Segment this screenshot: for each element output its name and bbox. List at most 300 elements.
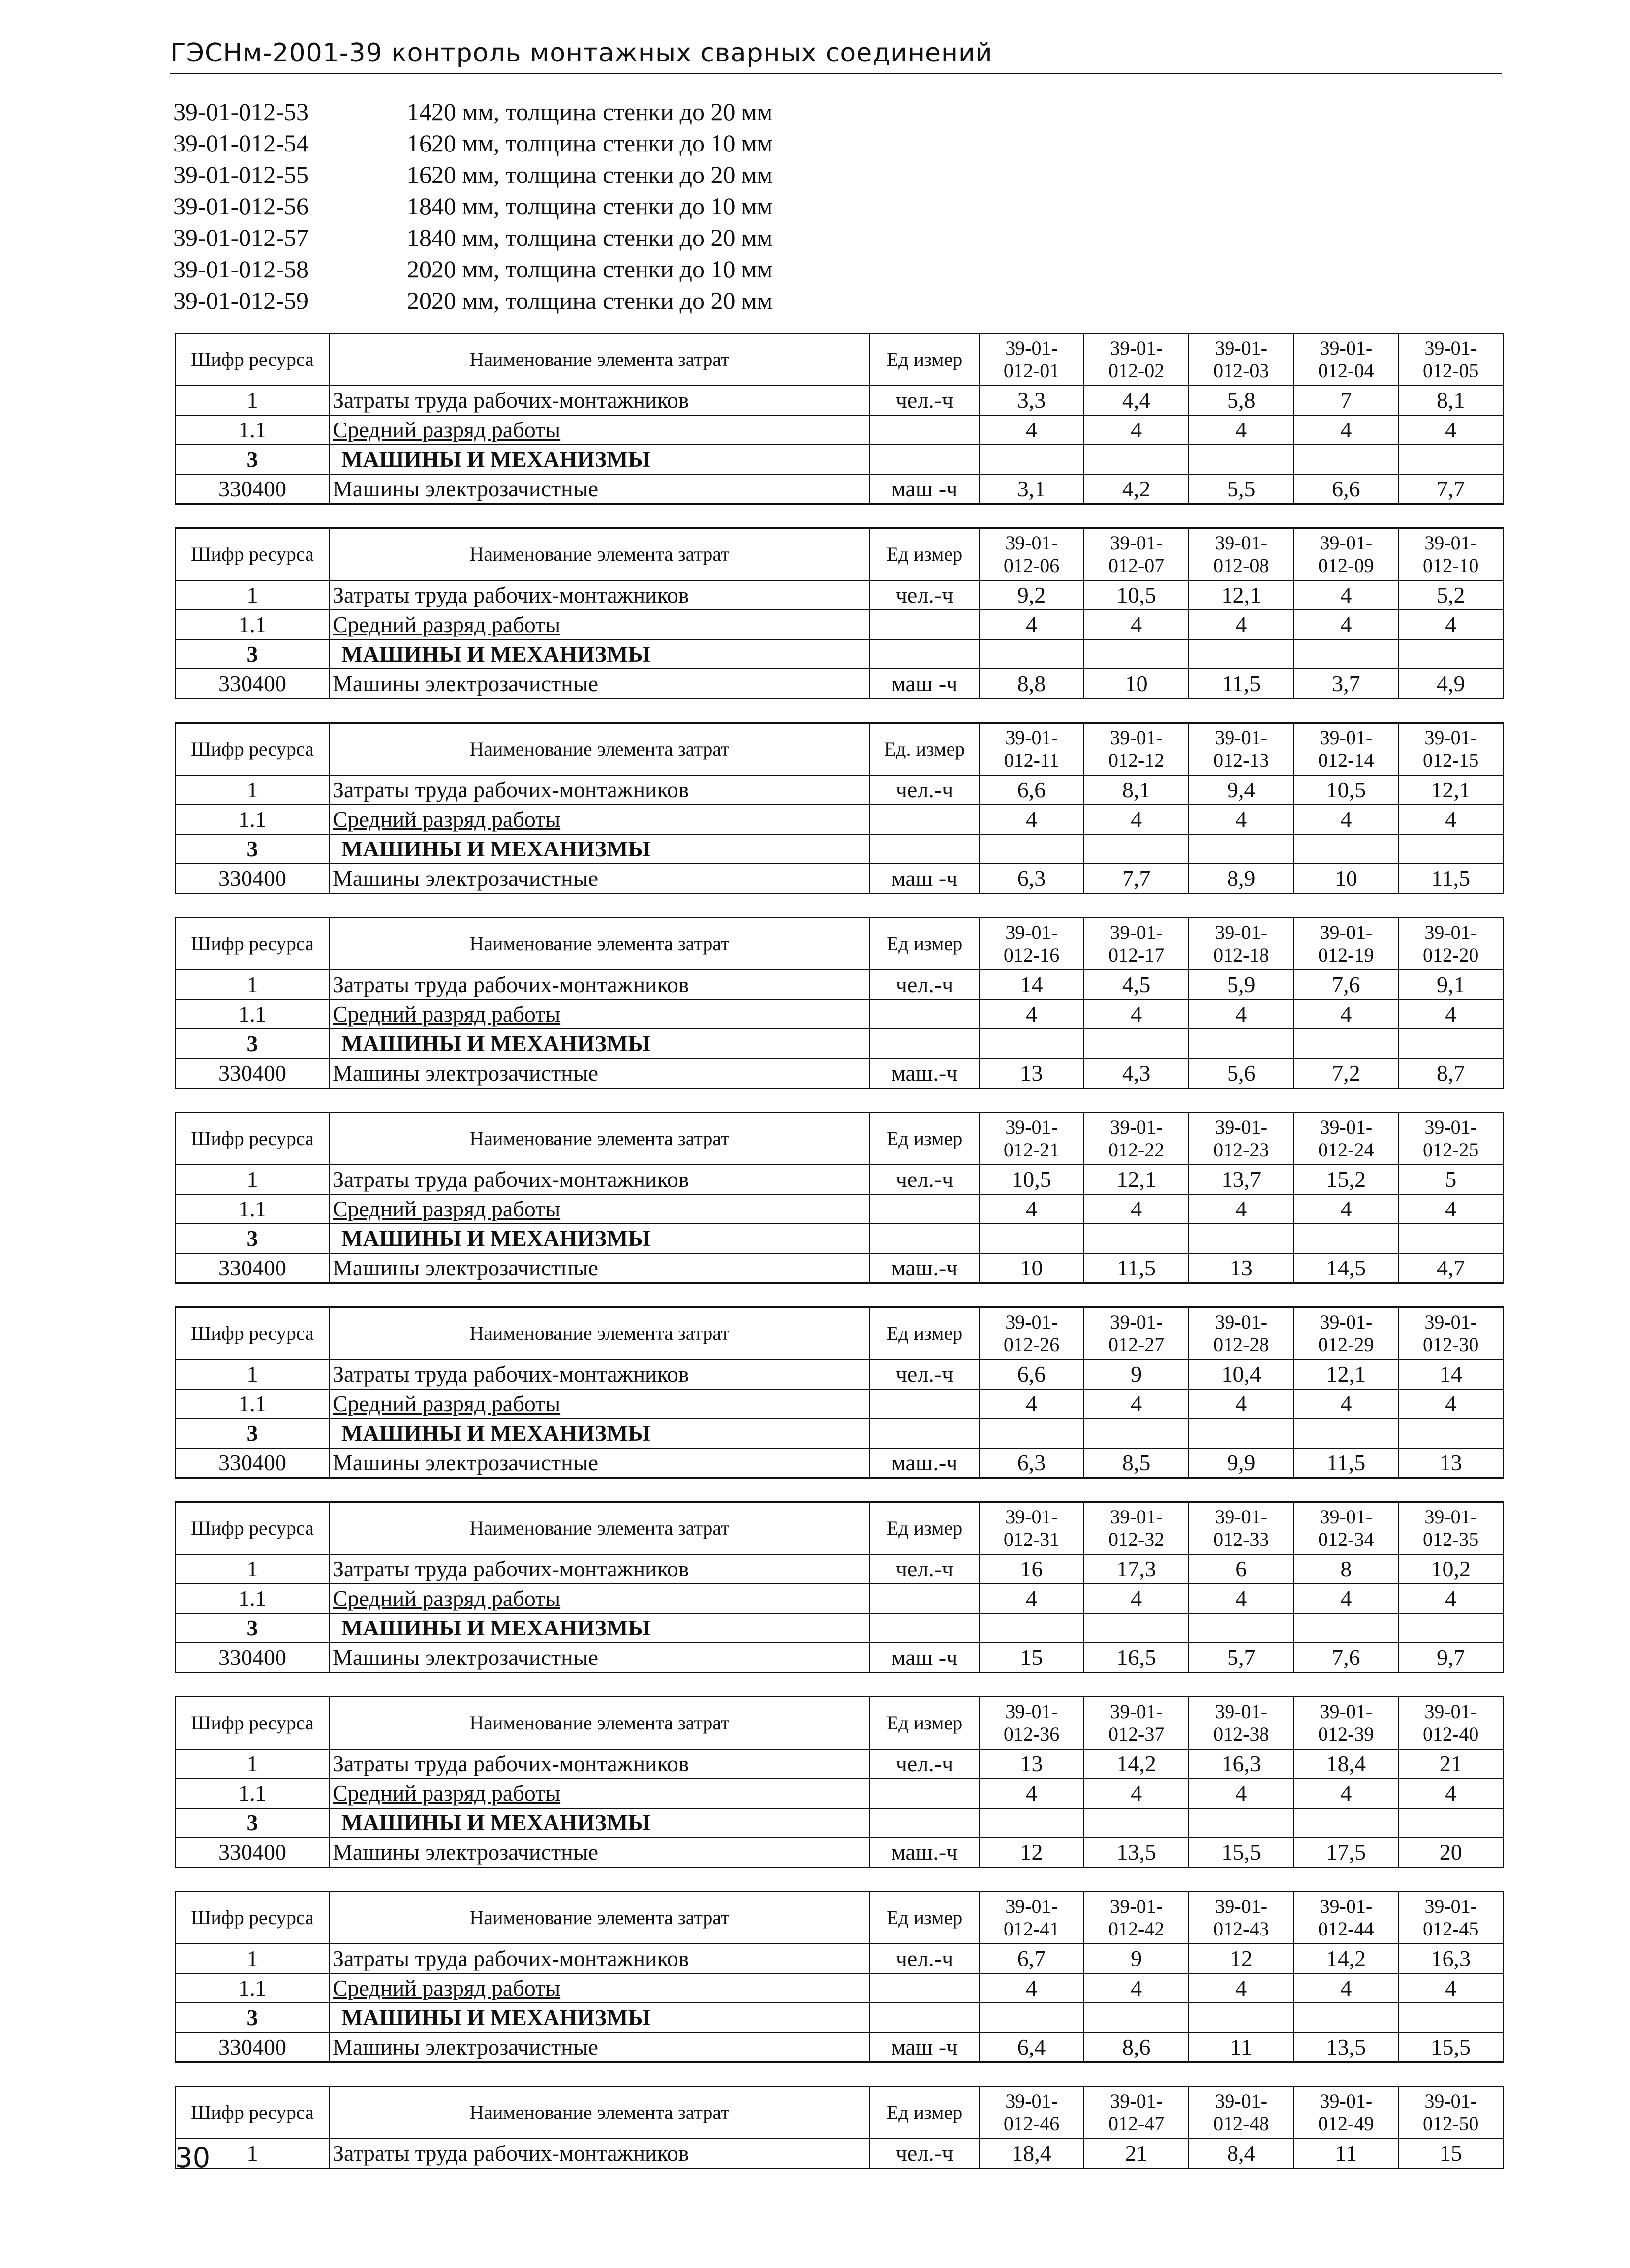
code-list-code: 39-01-012-58 bbox=[173, 255, 308, 283]
table-row bbox=[176, 1029, 1504, 1058]
resource-unit-cell: маш -ч bbox=[870, 864, 979, 894]
header-norm-code-cell: 39-01- 012-50 bbox=[1398, 2087, 1503, 2139]
resource-table bbox=[175, 917, 1504, 1089]
resource-name-cell: Машины электрозачистные bbox=[329, 669, 870, 699]
header-code-cell: Шифр ресурса bbox=[176, 723, 330, 776]
header-name-cell: Наименование элемента затрат bbox=[329, 528, 870, 581]
resource-unit-cell bbox=[870, 1973, 979, 2003]
header-norm-code-cell: 39-01- 012-44 bbox=[1293, 1892, 1398, 1944]
resource-name-cell: Средний разряд работы bbox=[329, 1194, 870, 1224]
value-cell: 4 bbox=[1293, 805, 1398, 834]
section-heading-cell: МАШИНЫ И МЕХАНИЗМЫ bbox=[329, 1029, 870, 1058]
header-code-cell: Шифр ресурса bbox=[176, 333, 330, 386]
value-cell: 8,7 bbox=[1398, 1058, 1503, 1089]
value-cell bbox=[1189, 1419, 1293, 1448]
value-cell bbox=[1398, 1419, 1503, 1448]
header-norm-code-cell: 39-01- 012-22 bbox=[1084, 1113, 1189, 1165]
value-cell: 7,2 bbox=[1293, 1058, 1398, 1089]
resource-code-cell: 1.1 bbox=[176, 805, 330, 834]
value-cell: 10 bbox=[979, 1253, 1084, 1283]
value-cell: 9,4 bbox=[1189, 775, 1293, 805]
resource-name-cell: Средний разряд работы bbox=[329, 1973, 870, 2003]
resource-unit-cell: чел.-ч bbox=[870, 580, 979, 610]
value-cell bbox=[1189, 1224, 1293, 1253]
resource-code-cell: 3 bbox=[176, 639, 330, 669]
value-cell: 10 bbox=[1084, 669, 1189, 699]
resource-unit-cell: маш.-ч bbox=[870, 1253, 979, 1283]
value-cell: 4 bbox=[979, 1194, 1084, 1224]
header-norm-code-cell: 39-01- 012-10 bbox=[1398, 528, 1503, 581]
value-cell bbox=[1189, 834, 1293, 864]
code-list-description: 1420 мм, толщина стенки до 20 мм bbox=[407, 98, 773, 125]
value-cell: 4 bbox=[1293, 580, 1398, 610]
header-norm-code-cell: 39-01- 012-13 bbox=[1189, 723, 1293, 776]
value-cell bbox=[1398, 2003, 1503, 2032]
table-row bbox=[176, 639, 1504, 669]
header-norm-code-cell: 39-01- 012-11 bbox=[979, 723, 1084, 776]
resource-unit-cell bbox=[870, 1419, 979, 1448]
resource-code-cell: 330400 bbox=[176, 1253, 330, 1283]
value-cell: 12 bbox=[1189, 1944, 1293, 1973]
header-name-cell: Наименование элемента затрат bbox=[329, 1307, 870, 1360]
header-title: ГЭСНм-2001-39 контроль монтажных сварных соединений bbox=[170, 38, 993, 68]
value-cell: 9 bbox=[1084, 1360, 1189, 1389]
resource-unit-cell: маш -ч bbox=[870, 669, 979, 699]
value-cell: 6,7 bbox=[979, 1944, 1084, 1973]
section-heading-cell: МАШИНЫ И МЕХАНИЗМЫ bbox=[329, 1613, 870, 1643]
resource-unit-cell: маш.-ч bbox=[870, 1058, 979, 1089]
resource-unit-cell: чел.-ч bbox=[870, 1944, 979, 1973]
value-cell: 12,1 bbox=[1189, 580, 1293, 610]
header-norm-code-cell: 39-01- 012-28 bbox=[1189, 1307, 1293, 1360]
resource-unit-cell: чел.-ч bbox=[870, 775, 979, 805]
code-list-description: 1840 мм, толщина стенки до 20 мм bbox=[407, 224, 773, 251]
code-list-code: 39-01-012-56 bbox=[173, 192, 308, 220]
value-cell: 4 bbox=[1398, 610, 1503, 639]
resource-code-cell: 330400 bbox=[176, 864, 330, 894]
value-cell: 7,7 bbox=[1398, 474, 1503, 504]
value-cell: 18,4 bbox=[1293, 1749, 1398, 1779]
value-cell bbox=[1084, 1029, 1189, 1058]
table-row bbox=[176, 970, 1504, 999]
value-cell: 6,4 bbox=[979, 2032, 1084, 2062]
table-header-row bbox=[176, 723, 1504, 776]
value-cell: 11,5 bbox=[1189, 669, 1293, 699]
table-row bbox=[176, 2139, 1504, 2169]
value-cell bbox=[1084, 1808, 1189, 1838]
value-cell: 10,2 bbox=[1398, 1554, 1503, 1584]
resource-code-cell: 3 bbox=[176, 834, 330, 864]
header-code-cell: Шифр ресурса bbox=[176, 2087, 330, 2139]
value-cell bbox=[979, 1419, 1084, 1448]
table-row bbox=[176, 805, 1504, 834]
resource-name-cell: Затраты труда рабочих-монтажников bbox=[329, 1165, 870, 1194]
value-cell: 3,1 bbox=[979, 474, 1084, 504]
value-cell: 21 bbox=[1084, 2139, 1189, 2169]
resource-code-cell: 1.1 bbox=[176, 1584, 330, 1613]
resource-code-cell: 330400 bbox=[176, 2032, 330, 2062]
value-cell: 11 bbox=[1293, 2139, 1398, 2169]
header-norm-code-cell: 39-01- 012-15 bbox=[1398, 723, 1503, 776]
table-row bbox=[176, 2032, 1504, 2062]
header-norm-code-cell: 39-01- 012-35 bbox=[1398, 1502, 1503, 1555]
header-norm-code-cell: 39-01- 012-30 bbox=[1398, 1307, 1503, 1360]
value-cell: 13 bbox=[979, 1749, 1084, 1779]
resource-code-cell: 330400 bbox=[176, 474, 330, 504]
resource-unit-cell bbox=[870, 834, 979, 864]
resource-name-cell: Затраты труда рабочих-монтажников bbox=[329, 2139, 870, 2169]
value-cell bbox=[1189, 1808, 1293, 1838]
value-cell: 4,2 bbox=[1084, 474, 1189, 504]
value-cell bbox=[1398, 1029, 1503, 1058]
header-norm-code-cell: 39-01- 012-31 bbox=[979, 1502, 1084, 1555]
value-cell bbox=[1084, 1419, 1189, 1448]
value-cell bbox=[1189, 1029, 1293, 1058]
value-cell: 4 bbox=[1293, 415, 1398, 445]
value-cell bbox=[1084, 1224, 1189, 1253]
table-row bbox=[176, 474, 1504, 504]
header-unit-cell: Ед измер bbox=[870, 1892, 979, 1944]
resource-name-cell: Средний разряд работы bbox=[329, 805, 870, 834]
table-header-row bbox=[176, 1307, 1504, 1360]
table-row bbox=[176, 1643, 1504, 1673]
table-header-row bbox=[176, 333, 1504, 386]
resource-unit-cell bbox=[870, 1779, 979, 1808]
value-cell: 16,5 bbox=[1084, 1643, 1189, 1673]
value-cell: 4 bbox=[1398, 1194, 1503, 1224]
value-cell: 4 bbox=[1189, 415, 1293, 445]
code-list-item bbox=[173, 253, 772, 285]
resource-name-cell: Машины электрозачистные bbox=[329, 864, 870, 894]
value-cell: 20 bbox=[1398, 1838, 1503, 1868]
value-cell: 3,7 bbox=[1293, 669, 1398, 699]
value-cell: 15 bbox=[1398, 2139, 1503, 2169]
resource-unit-cell: маш.-ч bbox=[870, 1838, 979, 1868]
value-cell: 15,5 bbox=[1189, 1838, 1293, 1868]
value-cell bbox=[1398, 1808, 1503, 1838]
value-cell: 4 bbox=[1189, 999, 1293, 1029]
resource-table bbox=[175, 1891, 1504, 2063]
header-norm-code-cell: 39-01- 012-32 bbox=[1084, 1502, 1189, 1555]
value-cell bbox=[1293, 2003, 1398, 2032]
value-cell bbox=[1398, 445, 1503, 474]
header-code-cell: Шифр ресурса bbox=[176, 918, 330, 970]
value-cell: 11 bbox=[1189, 2032, 1293, 2062]
value-cell bbox=[979, 1808, 1084, 1838]
header-norm-code-cell: 39-01- 012-41 bbox=[979, 1892, 1084, 1944]
value-cell: 4 bbox=[979, 805, 1084, 834]
header-norm-code-cell: 39-01- 012-36 bbox=[979, 1697, 1084, 1750]
resource-code-cell: 1 bbox=[176, 1749, 330, 1779]
value-cell: 16,3 bbox=[1398, 1944, 1503, 1973]
code-list-code: 39-01-012-57 bbox=[173, 224, 308, 251]
resource-unit-cell bbox=[870, 1808, 979, 1838]
table-row bbox=[176, 1389, 1504, 1419]
value-cell: 4 bbox=[1084, 1194, 1189, 1224]
value-cell bbox=[1293, 1419, 1398, 1448]
value-cell: 4 bbox=[1398, 1779, 1503, 1808]
header-norm-code-cell: 39-01- 012-14 bbox=[1293, 723, 1398, 776]
header-norm-code-cell: 39-01- 012-20 bbox=[1398, 918, 1503, 970]
table-row bbox=[176, 1194, 1504, 1224]
table-row bbox=[176, 1973, 1504, 2003]
resource-table bbox=[175, 527, 1504, 699]
value-cell bbox=[1189, 445, 1293, 474]
section-heading-cell: МАШИНЫ И МЕХАНИЗМЫ bbox=[329, 834, 870, 864]
value-cell: 4 bbox=[1398, 415, 1503, 445]
value-cell: 4 bbox=[979, 1389, 1084, 1419]
header-norm-code-cell: 39-01- 012-12 bbox=[1084, 723, 1189, 776]
table-row bbox=[176, 610, 1504, 639]
value-cell: 6,3 bbox=[979, 864, 1084, 894]
resource-code-cell: 1.1 bbox=[176, 415, 330, 445]
value-cell: 4 bbox=[1398, 805, 1503, 834]
resource-table bbox=[175, 1306, 1504, 1479]
table-header-row bbox=[176, 1502, 1504, 1555]
header-norm-code-cell: 39-01- 012-38 bbox=[1189, 1697, 1293, 1750]
resource-code-cell: 330400 bbox=[176, 1643, 330, 1673]
value-cell bbox=[1293, 1808, 1398, 1838]
resource-code-cell: 3 bbox=[176, 1419, 330, 1448]
value-cell: 10 bbox=[1293, 864, 1398, 894]
resource-name-cell: Затраты труда рабочих-монтажников bbox=[329, 1360, 870, 1389]
header-norm-code-cell: 39-01- 012-05 bbox=[1398, 333, 1503, 386]
resource-name-cell: Средний разряд работы bbox=[329, 999, 870, 1029]
value-cell: 4 bbox=[1189, 1389, 1293, 1419]
table-header-row bbox=[176, 1697, 1504, 1750]
resource-unit-cell bbox=[870, 445, 979, 474]
header-norm-code-cell: 39-01- 012-27 bbox=[1084, 1307, 1189, 1360]
value-cell: 4 bbox=[1084, 610, 1189, 639]
value-cell bbox=[979, 834, 1084, 864]
header-norm-code-cell: 39-01- 012-18 bbox=[1189, 918, 1293, 970]
value-cell bbox=[1293, 639, 1398, 669]
resource-code-cell: 1 bbox=[176, 386, 330, 415]
resource-name-cell: Средний разряд работы bbox=[329, 1779, 870, 1808]
value-cell: 12 bbox=[979, 1838, 1084, 1868]
table-row bbox=[176, 386, 1504, 415]
value-cell: 4 bbox=[979, 1779, 1084, 1808]
table-row bbox=[176, 415, 1504, 445]
header-norm-code-cell: 39-01- 012-06 bbox=[979, 528, 1084, 581]
code-list-description: 1620 мм, толщина стенки до 20 мм bbox=[407, 161, 773, 188]
header-norm-code-cell: 39-01- 012-34 bbox=[1293, 1502, 1398, 1555]
value-cell: 9,7 bbox=[1398, 1643, 1503, 1673]
value-cell: 12,1 bbox=[1084, 1165, 1189, 1194]
resource-code-cell: 1.1 bbox=[176, 1973, 330, 2003]
resource-unit-cell bbox=[870, 1194, 979, 1224]
value-cell: 4 bbox=[1293, 1973, 1398, 2003]
header-norm-code-cell: 39-01- 012-24 bbox=[1293, 1113, 1398, 1165]
value-cell: 4 bbox=[1189, 1779, 1293, 1808]
resource-unit-cell bbox=[870, 415, 979, 445]
header-code-cell: Шифр ресурса bbox=[176, 1307, 330, 1360]
value-cell: 4 bbox=[1189, 1973, 1293, 2003]
table-row bbox=[176, 669, 1504, 699]
code-list-description: 1840 мм, толщина стенки до 10 мм bbox=[407, 192, 773, 220]
value-cell: 5,9 bbox=[1189, 970, 1293, 999]
code-list-item bbox=[173, 127, 772, 159]
header-norm-code-cell: 39-01- 012-49 bbox=[1293, 2087, 1398, 2139]
value-cell: 8,8 bbox=[979, 669, 1084, 699]
value-cell: 4 bbox=[1398, 1584, 1503, 1613]
resource-code-cell: 1 bbox=[176, 1944, 330, 1973]
value-cell: 15,5 bbox=[1398, 2032, 1503, 2062]
code-list-description: 2020 мм, толщина стенки до 10 мм bbox=[407, 255, 773, 283]
table-header-row bbox=[176, 918, 1504, 970]
value-cell: 5,2 bbox=[1398, 580, 1503, 610]
value-cell bbox=[979, 639, 1084, 669]
resource-name-cell: Машины электрозачистные bbox=[329, 1253, 870, 1283]
value-cell: 7 bbox=[1293, 386, 1398, 415]
value-cell: 9,1 bbox=[1398, 970, 1503, 999]
table-row bbox=[176, 2003, 1504, 2032]
value-cell: 9,2 bbox=[979, 580, 1084, 610]
header-norm-code-cell: 39-01- 012-03 bbox=[1189, 333, 1293, 386]
header-norm-code-cell: 39-01- 012-08 bbox=[1189, 528, 1293, 581]
header-name-cell: Наименование элемента затрат bbox=[329, 1502, 870, 1555]
value-cell bbox=[979, 1224, 1084, 1253]
table-header-row bbox=[176, 1892, 1504, 1944]
value-cell: 8 bbox=[1293, 1554, 1398, 1584]
value-cell: 13,5 bbox=[1293, 2032, 1398, 2062]
header-norm-code-cell: 39-01- 012-43 bbox=[1189, 1892, 1293, 1944]
header-norm-code-cell: 39-01- 012-37 bbox=[1084, 1697, 1189, 1750]
value-cell bbox=[1293, 834, 1398, 864]
value-cell: 14 bbox=[1398, 1360, 1503, 1389]
value-cell: 4 bbox=[1293, 1584, 1398, 1613]
section-heading-cell: МАШИНЫ И МЕХАНИЗМЫ bbox=[329, 1224, 870, 1253]
header-norm-code-cell: 39-01- 012-04 bbox=[1293, 333, 1398, 386]
resource-name-cell: Машины электрозачистные bbox=[329, 1643, 870, 1673]
resource-unit-cell: чел.-ч bbox=[870, 1360, 979, 1389]
resource-name-cell: Машины электрозачистные bbox=[329, 2032, 870, 2062]
value-cell: 4 bbox=[1293, 1194, 1398, 1224]
value-cell bbox=[1293, 445, 1398, 474]
resource-code-cell: 1.1 bbox=[176, 1389, 330, 1419]
resource-unit-cell: маш -ч bbox=[870, 474, 979, 504]
value-cell: 16 bbox=[979, 1554, 1084, 1584]
section-heading-cell: МАШИНЫ И МЕХАНИЗМЫ bbox=[329, 1808, 870, 1838]
code-list-item bbox=[173, 96, 772, 127]
header-code-cell: Шифр ресурса bbox=[176, 1697, 330, 1750]
value-cell: 15 bbox=[979, 1643, 1084, 1673]
value-cell: 18,4 bbox=[979, 2139, 1084, 2169]
resource-code-cell: 1 bbox=[176, 970, 330, 999]
value-cell bbox=[1398, 639, 1503, 669]
value-cell: 14 bbox=[979, 970, 1084, 999]
table-row bbox=[176, 1253, 1504, 1283]
resource-name-cell: Машины электрозачистные bbox=[329, 1448, 870, 1478]
value-cell: 13,5 bbox=[1084, 1838, 1189, 1868]
table-row bbox=[176, 864, 1504, 894]
header-norm-code-cell: 39-01- 012-26 bbox=[979, 1307, 1084, 1360]
resource-name-cell: Средний разряд работы bbox=[329, 415, 870, 445]
value-cell: 10,5 bbox=[979, 1165, 1084, 1194]
value-cell: 16,3 bbox=[1189, 1749, 1293, 1779]
value-cell: 10,5 bbox=[1084, 580, 1189, 610]
value-cell bbox=[1084, 639, 1189, 669]
section-heading-cell: МАШИНЫ И МЕХАНИЗМЫ bbox=[329, 639, 870, 669]
code-list-item bbox=[173, 159, 772, 190]
code-list-description: 2020 мм, толщина стенки до 20 мм bbox=[407, 287, 773, 314]
code-list-code: 39-01-012-55 bbox=[173, 161, 308, 188]
value-cell: 4 bbox=[1293, 1779, 1398, 1808]
value-cell: 13 bbox=[1398, 1448, 1503, 1478]
header-norm-code-cell: 39-01- 012-46 bbox=[979, 2087, 1084, 2139]
value-cell: 4 bbox=[1084, 1389, 1189, 1419]
table-row bbox=[176, 1165, 1504, 1194]
resource-name-cell: Затраты труда рабочих-монтажников bbox=[329, 386, 870, 415]
header-unit-cell: Ед измер bbox=[870, 333, 979, 386]
resource-unit-cell: чел.-ч bbox=[870, 386, 979, 415]
resource-code-cell: 1.1 bbox=[176, 1194, 330, 1224]
table-row bbox=[176, 1360, 1504, 1389]
code-list-code: 39-01-012-53 bbox=[173, 98, 308, 125]
resource-table bbox=[175, 2086, 1504, 2169]
resource-code-cell: 1 bbox=[176, 2139, 330, 2169]
resource-unit-cell bbox=[870, 610, 979, 639]
value-cell: 4 bbox=[1293, 999, 1398, 1029]
table-row bbox=[176, 1944, 1504, 1973]
header-norm-code-cell: 39-01- 012-47 bbox=[1084, 2087, 1189, 2139]
resource-unit-cell: чел.-ч bbox=[870, 1165, 979, 1194]
resource-unit-cell bbox=[870, 1389, 979, 1419]
header-norm-code-cell: 39-01- 012-23 bbox=[1189, 1113, 1293, 1165]
value-cell: 6,6 bbox=[1293, 474, 1398, 504]
resource-unit-cell bbox=[870, 805, 979, 834]
value-cell: 4,7 bbox=[1398, 1253, 1503, 1283]
resource-tables bbox=[175, 333, 1504, 2192]
header-norm-code-cell: 39-01- 012-48 bbox=[1189, 2087, 1293, 2139]
value-cell: 11,5 bbox=[1293, 1448, 1398, 1478]
value-cell: 8,5 bbox=[1084, 1448, 1189, 1478]
resource-code-cell: 3 bbox=[176, 1224, 330, 1253]
resource-unit-cell bbox=[870, 1584, 979, 1613]
section-heading-cell: МАШИНЫ И МЕХАНИЗМЫ bbox=[329, 2003, 870, 2032]
value-cell bbox=[1189, 639, 1293, 669]
page-number: 30 bbox=[175, 2142, 211, 2174]
value-cell: 8,1 bbox=[1398, 386, 1503, 415]
value-cell: 17,3 bbox=[1084, 1554, 1189, 1584]
value-cell: 4 bbox=[979, 999, 1084, 1029]
value-cell bbox=[1398, 1613, 1503, 1643]
resource-name-cell: Машины электрозачистные bbox=[329, 474, 870, 504]
resource-code-cell: 3 bbox=[176, 2003, 330, 2032]
code-list-description: 1620 мм, толщина стенки до 10 мм bbox=[407, 129, 773, 157]
resource-code-cell: 1 bbox=[176, 1165, 330, 1194]
value-cell: 4 bbox=[979, 610, 1084, 639]
value-cell: 4 bbox=[1084, 1779, 1189, 1808]
page-header bbox=[170, 38, 1502, 74]
resource-code-cell: 330400 bbox=[176, 1448, 330, 1478]
value-cell: 9 bbox=[1084, 1944, 1189, 1973]
value-cell: 4 bbox=[1084, 415, 1189, 445]
value-cell: 12,1 bbox=[1398, 775, 1503, 805]
value-cell: 14,5 bbox=[1293, 1253, 1398, 1283]
table-header-row bbox=[176, 1113, 1504, 1165]
value-cell: 4 bbox=[1398, 1389, 1503, 1419]
resource-table bbox=[175, 1501, 1504, 1673]
table-row bbox=[176, 580, 1504, 610]
header-norm-code-cell: 39-01- 012-17 bbox=[1084, 918, 1189, 970]
header-code-cell: Шифр ресурса bbox=[176, 1892, 330, 1944]
value-cell bbox=[1293, 1029, 1398, 1058]
code-list bbox=[173, 96, 772, 316]
resource-code-cell: 1.1 bbox=[176, 999, 330, 1029]
value-cell: 8,6 bbox=[1084, 2032, 1189, 2062]
value-cell: 6,6 bbox=[979, 775, 1084, 805]
